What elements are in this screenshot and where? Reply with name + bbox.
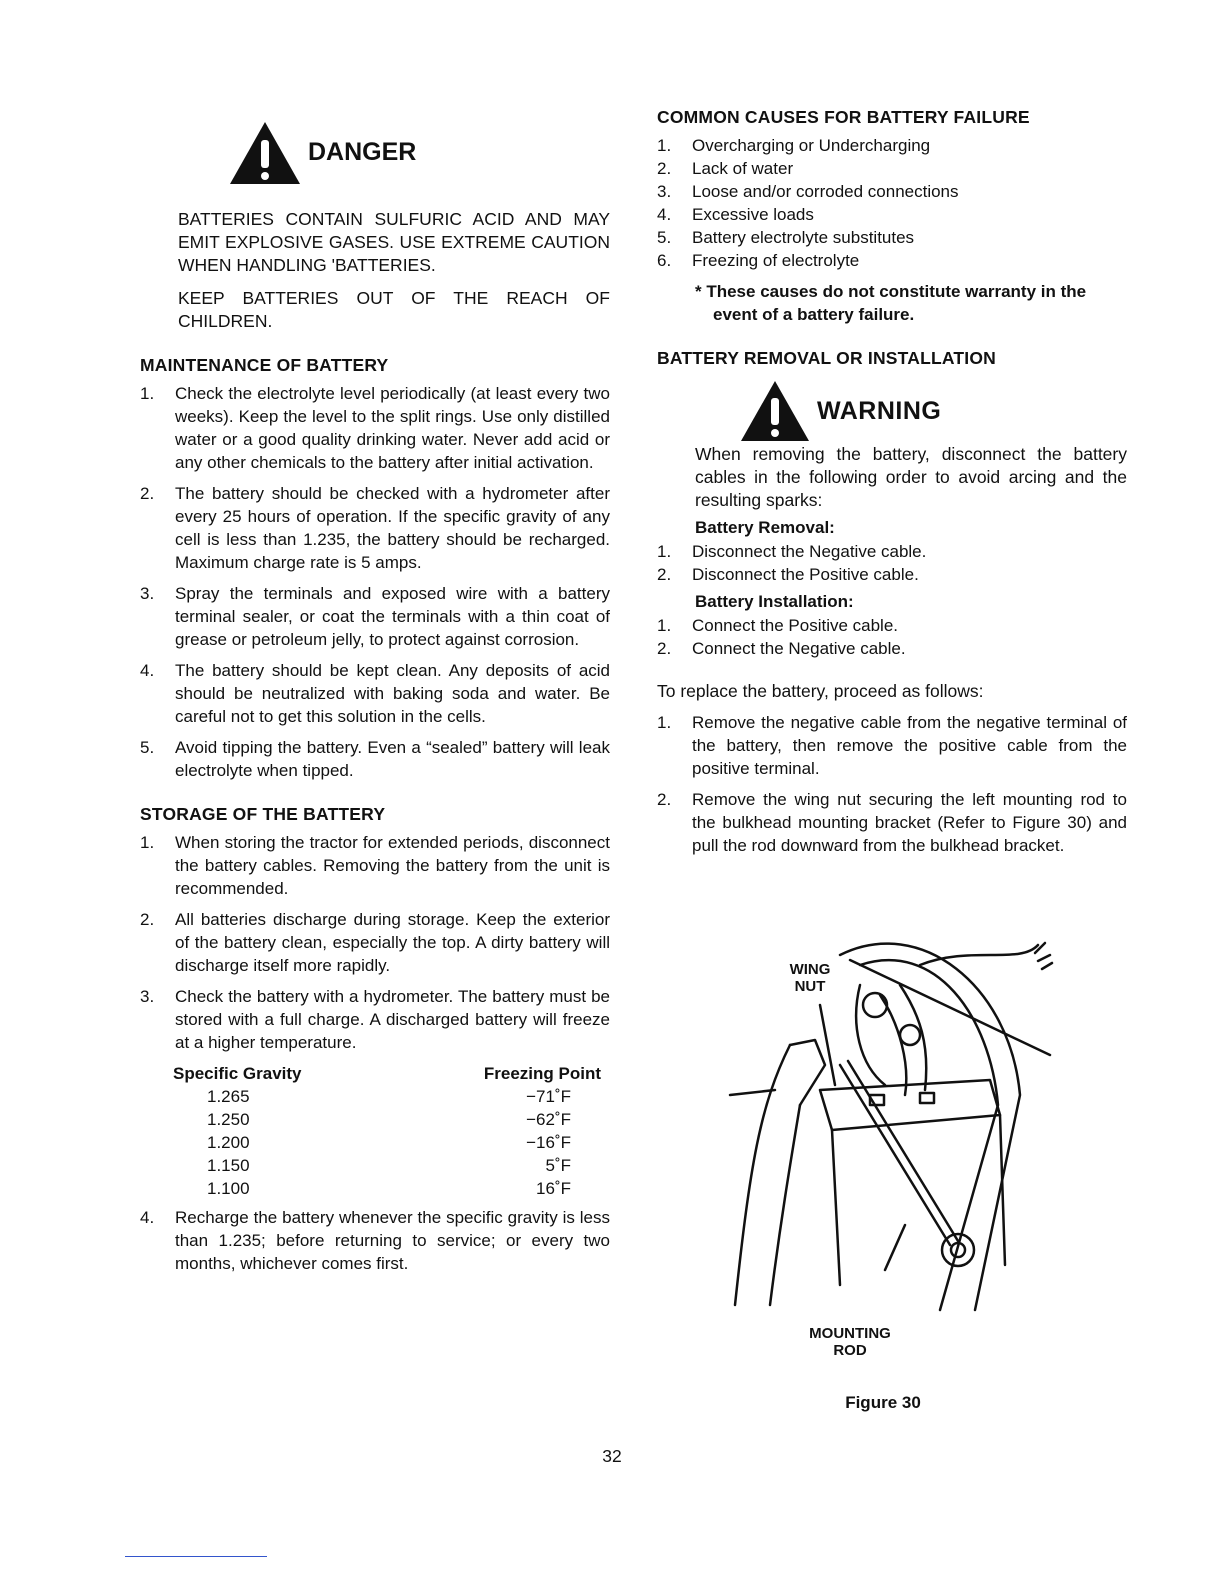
figure-caption: Figure 30 bbox=[845, 1393, 921, 1412]
storage-list bbox=[140, 831, 610, 1054]
list-item: 4. The battery should be kept clean. Any deposits of acid should be neutralized with baking soda and water. Be careful not to get this solution in the cells. bbox=[140, 661, 610, 726]
table-row: 1.250 −62˚F bbox=[207, 1110, 571, 1129]
danger-text bbox=[178, 208, 610, 333]
list-item: 2. Disconnect the Positive cable. bbox=[657, 565, 919, 584]
warning-triangle-icon bbox=[228, 120, 302, 186]
left-column bbox=[140, 115, 610, 1283]
table-header bbox=[173, 1062, 601, 1085]
list-item: 1. Disconnect the Negative cable. bbox=[657, 542, 927, 561]
battery-removal-list bbox=[657, 540, 1127, 586]
table-row: 1.265 −71˚F bbox=[207, 1087, 571, 1106]
list-item: 3. Loose and/or corroded connections bbox=[657, 182, 959, 201]
list-item: 6. Freezing of electrolyte bbox=[657, 251, 860, 270]
list-item: 3. Spray the terminals and exposed wire with a battery terminal sealer, or coat the terminals with a thin coat of grease or petroleum jelly, to protect against corrosion. bbox=[140, 584, 610, 649]
footer-divider bbox=[125, 1556, 267, 1557]
battery-removal-heading: Battery Removal: bbox=[695, 518, 835, 537]
list-item: 2. The battery should be checked with a hydrometer after every 25 hours of operation. If the specific gravity of any cell is less than 1.235, the battery should be recharged. Maximum charge rate is 5 amps. bbox=[140, 484, 610, 572]
causes-list bbox=[657, 134, 1127, 272]
list-item: 1. Overcharging or Undercharging bbox=[657, 136, 931, 155]
right-column bbox=[657, 107, 1127, 865]
removal-heading: BATTERY REMOVAL OR INSTALLATION bbox=[657, 348, 997, 368]
list-item: 1. Check the electrolyte level periodically (at least every two weeks). Keep the level to the split rings. Use only distilled water or a good quality drinking water. Never add acid or any other chemicals to the battery after initial activation. bbox=[140, 384, 610, 472]
list-item: 4. Excessive loads bbox=[657, 205, 814, 224]
page-number: 32 bbox=[602, 1446, 622, 1466]
list-item: 4. Recharge the battery whenever the specific gravity is less than 1.235; before returning to service; or every two months, whichever comes first. bbox=[140, 1208, 610, 1273]
maintenance-heading: MAINTENANCE OF BATTERY bbox=[140, 355, 389, 375]
list-item: 3. Check the battery with a hydrometer. The battery must be stored with a full charge. A discharged battery will freeze at a higher temperature. bbox=[140, 987, 610, 1052]
figure-30 bbox=[720, 925, 1080, 1365]
list-item: 2. Lack of water bbox=[657, 159, 794, 178]
column-header: Specific Gravity bbox=[173, 1064, 302, 1083]
replace-list bbox=[657, 711, 1127, 857]
list-item: 2. Remove the wing nut securing the left mounting rod to the bulkhead mounting bracket (Refer to Figure 30) and pull the rod downward from the bulkhead bracket. bbox=[657, 790, 1127, 855]
storage-list-continued bbox=[140, 1206, 610, 1275]
list-item: 5. Battery electrolyte substitutes bbox=[657, 228, 915, 247]
list-item: 2. All batteries discharge during storage. Keep the exterior of the battery clean, especially the top. A dirty battery will discharge itself more rapidly. bbox=[140, 910, 610, 975]
warning-label: WARNING bbox=[817, 396, 942, 425]
replace-intro: To replace the battery, proceed as follows: bbox=[657, 681, 984, 701]
mounting-rod-label: MOUNTING ROD bbox=[809, 1325, 891, 1359]
causes-heading: COMMON CAUSES FOR BATTERY FAILURE bbox=[657, 107, 1030, 127]
warning-triangle-icon bbox=[739, 379, 811, 443]
danger-paragraph: KEEP BATTERIES OUT OF THE REACH OF CHILDREN. bbox=[178, 288, 610, 331]
battery-installation-heading: Battery Installation: bbox=[695, 592, 854, 611]
wing-nut-label: WING NUT bbox=[789, 961, 831, 995]
danger-paragraph: BATTERIES CONTAIN SULFURIC ACID AND MAY EMIT EXPLOSIVE GASES. USE EXTREME CAUTION WHEN HANDLING 'BATTERIES. bbox=[178, 209, 610, 275]
list-item: 1. When storing the tractor for extended periods, disconnect the battery cables. Removing the battery from the unit is recommended. bbox=[140, 833, 610, 898]
battery-installation-list bbox=[657, 614, 1127, 660]
table-row: 1.150 5˚F bbox=[207, 1156, 571, 1175]
warning-text: When removing the battery, disconnect the battery cables in the following order to avoid arcing and the resulting sparks: bbox=[695, 444, 1127, 510]
table-row: 1.100 16˚F bbox=[207, 1179, 571, 1198]
specific-gravity-table bbox=[173, 1062, 601, 1200]
column-header: Freezing Point bbox=[483, 1064, 601, 1083]
danger-label: DANGER bbox=[308, 138, 417, 166]
battery-illustration bbox=[720, 925, 1080, 1365]
maintenance-list bbox=[140, 382, 610, 782]
warranty-note: * These causes do not constitute warranty in the event of a battery failure. bbox=[695, 282, 1087, 324]
danger-header bbox=[228, 115, 610, 190]
storage-heading: STORAGE OF THE BATTERY bbox=[140, 804, 386, 824]
warning-header bbox=[739, 379, 1127, 443]
list-item: 2. Connect the Negative cable. bbox=[657, 639, 906, 658]
list-item: 1. Connect the Positive cable. bbox=[657, 616, 899, 635]
table-row: 1.200 −16˚F bbox=[207, 1133, 571, 1152]
list-item: 5. Avoid tipping the battery. Even a “sealed” battery will leak electrolyte when tipped. bbox=[140, 738, 610, 780]
list-item: 1. Remove the negative cable from the negative terminal of the battery, then remove the positive cable from the positive terminal. bbox=[657, 713, 1127, 778]
